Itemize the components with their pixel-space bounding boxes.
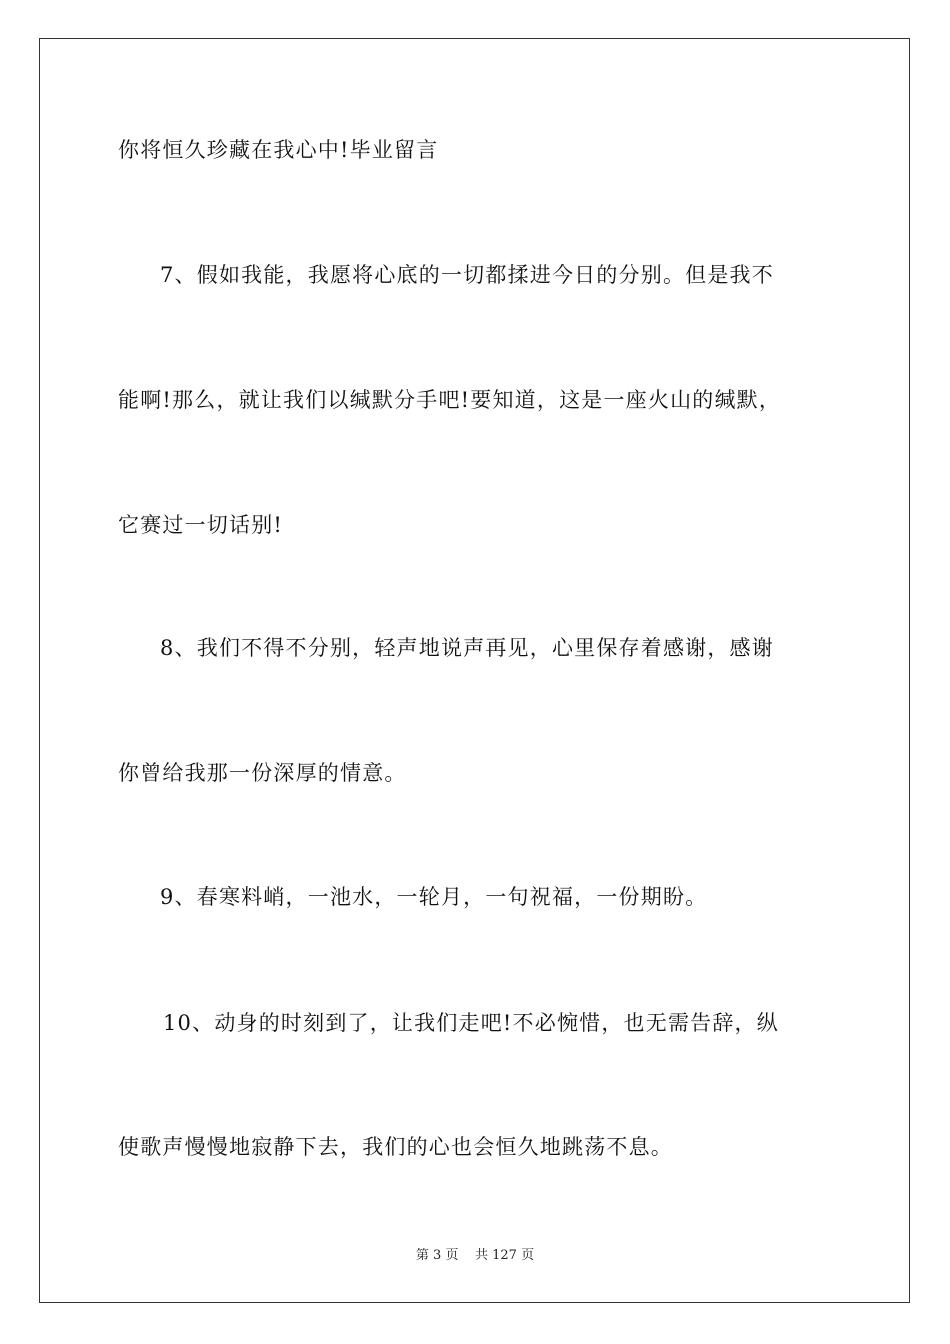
page-border — [39, 38, 910, 1303]
text-line-item-7-end: 它赛过一切话别! — [118, 513, 284, 537]
text-line-item-8-start: 8、我们不得不分别，轻声地说声再见，心里保存着感谢，感谢 — [160, 636, 774, 660]
text-line-item-10-start: 10、动身的时刻到了，让我们走吧!不必惋惜，也无需告辞，纵 — [163, 1011, 779, 1035]
text-line-item-7-start: 7、假如我能，我愿将心底的一切都揉进今日的分别。但是我不 — [160, 263, 774, 287]
text-line-1: 你将恒久珍藏在我心中!毕业留言 — [118, 138, 439, 162]
text-line-item-9: 9、春寒料峭，一池水，一轮月，一句祝福，一份期盼。 — [160, 885, 708, 909]
text-line-item-10-end: 使歌声慢慢地寂静下去，我们的心也会恒久地跳荡不息。 — [118, 1135, 673, 1159]
page-number-footer: 第 3 页 共 127 页 — [415, 1248, 535, 1263]
text-line-item-7-cont: 能啊!那么，就让我们以缄默分手吧!要知道，这是一座火山的缄默， — [118, 388, 782, 412]
text-line-item-8-end: 你曾给我那一份深厚的情意。 — [118, 761, 407, 785]
